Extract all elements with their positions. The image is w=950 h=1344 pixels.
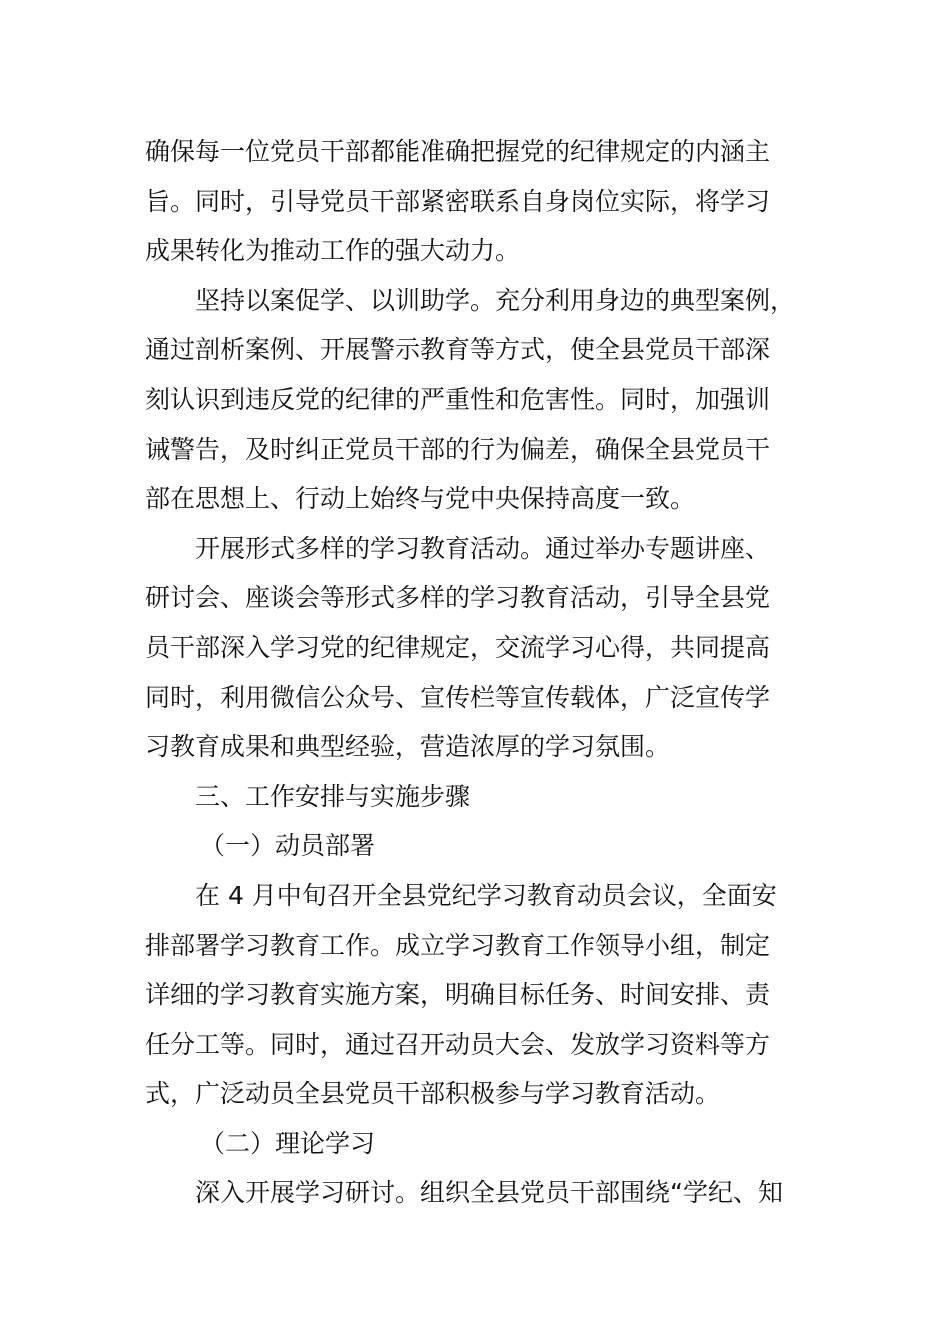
text-line: 刻认识到违反党的纪律的严重性和危害性。同时，加强训 [145,384,771,414]
text-line: 员干部深入学习党的纪律规定，交流学习心得，共同提高 [145,632,771,662]
text-line: 习教育成果和典型经验，营造浓厚的学习氛围。 [145,732,671,762]
text-line: 任分工等。同时，通过召开动员大会、发放学习资料等方 [145,1029,771,1059]
subsection-heading: （一）动员部署 [200,831,376,861]
paragraph-start-line: 在 4 月中旬召开全县党纪学习教育动员会议，全面安 [195,880,777,910]
text-line: 成果转化为推动工作的强大动力。 [145,236,521,266]
paragraph-start-line: 坚持以案促学、以训助学。充分利用身边的典型案例， [195,285,796,315]
text-line: 诫警告，及时纠正党员干部的行为偏差，确保全县党员干 [145,434,771,464]
text-line: 部在思想上、行动上始终与党中央保持高度一致。 [145,484,696,514]
text-line: 通过剖析案例、开展警示教育等方式，使全县党员干部深 [145,335,771,365]
paragraph-start-line: 开展形式多样的学习教育活动。通过举办专题讲座、 [195,533,771,563]
paragraph-start-line: 深入开展学习研讨。组织全县党员干部围绕“学纪、知 [195,1178,783,1208]
text-line: 同时，利用微信公众号、宣传栏等宣传载体，广泛宣传学 [145,682,771,712]
section-heading: 三、工作安排与实施步骤 [195,781,471,811]
subsection-heading: （二）理论学习 [200,1128,376,1158]
text-line: 研讨会、座谈会等形式多样的学习教育活动，引导全县党 [145,583,771,613]
text-line: 旨。同时，引导党员干部紧密联系自身岗位实际，将学习 [145,186,771,216]
text-line: 详细的学习教育实施方案，明确目标任务、时间安排、责 [145,980,771,1010]
text-line: 确保每一位党员干部都能准确把握党的纪律规定的内涵主 [145,137,771,166]
text-line: 式，广泛动员全县党员干部积极参与学习教育活动。 [145,1079,721,1109]
text-line: 排部署学习教育工作。成立学习教育工作领导小组，制定 [145,930,771,960]
document-body [145,127,810,1218]
